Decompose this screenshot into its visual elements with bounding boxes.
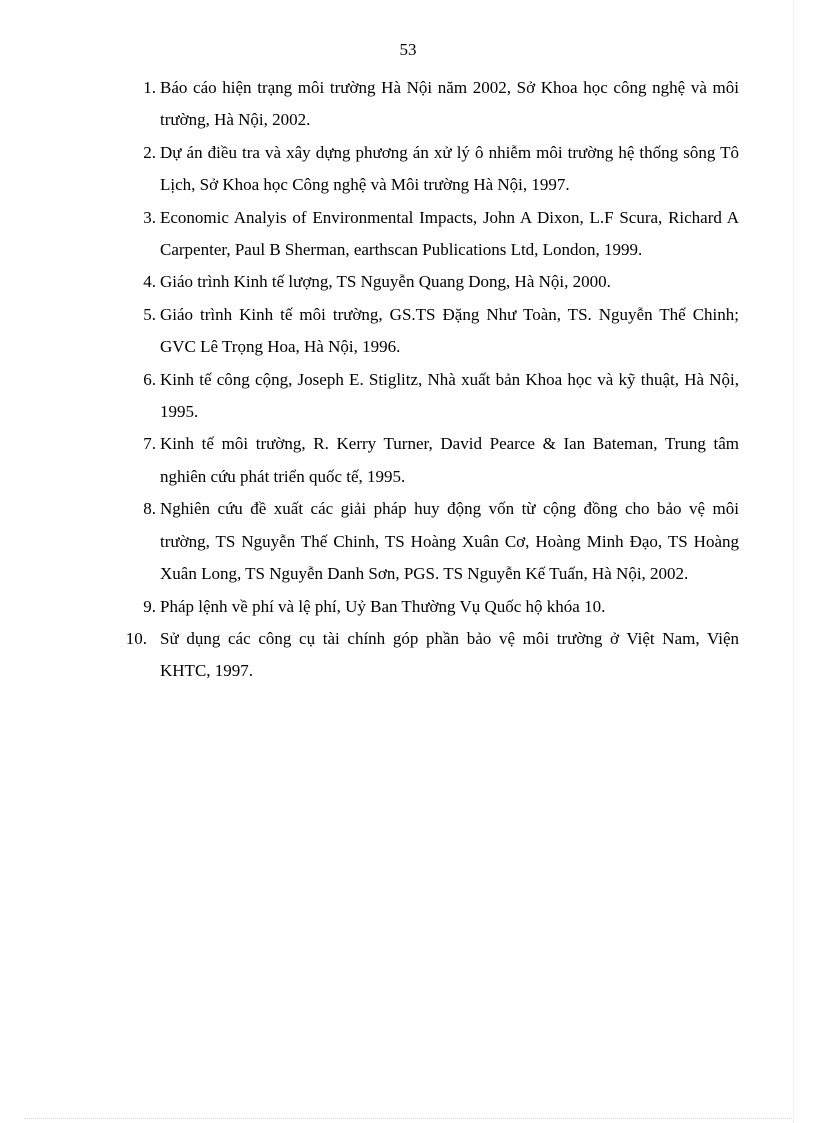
reference-text: Nghiên cứu đề xuất các giải pháp huy động vốn từ cộng đồng cho bảo vệ môi trường, TS Nguyễn Thế Chinh, TS Hoàng Xuân Cơ, Hoàng Minh Đạo, TS Hoàng Xuân Long, TS Nguyễn Danh Sơn, PGS. TS Nguyễn Kế Tuấn, Hà Nội, 2002. — [160, 499, 739, 584]
reference-text: Kinh tế công cộng, Joseph E. Stiglitz, Nhà xuất bản Khoa học và kỹ thuật, Hà Nội, 1995. — [160, 369, 739, 422]
reference-number: 2. — [143, 142, 156, 162]
reference-number: 5. — [143, 304, 156, 324]
reference-text: Giáo trình Kinh tế lượng, TS Nguyễn Quang Dong, Hà Nội, 2000. — [160, 272, 611, 292]
reference-text: Pháp lệnh về phí và lệ phí, Uỷ Ban Thường Vụ Quốc hộ khóa 10. — [160, 596, 606, 616]
reference-text: Economic Analyis of Environmental Impacts, John A Dixon, L.F Scura, Richard A Carpenter, Paul B Sherman, earthscan Publications Ltd, London, 1999. — [160, 207, 739, 260]
reference-number: 6. — [143, 369, 156, 389]
reference-item — [124, 72, 739, 137]
reference-item — [124, 266, 739, 298]
reference-item — [124, 428, 739, 493]
reference-number: 4. — [143, 272, 156, 292]
reference-list — [124, 72, 739, 688]
reference-text: Báo cáo hiện trạng môi trường Hà Nội năm 2002, Sở Khoa học công nghệ và môi trường, Hà Nội, 2002. — [160, 78, 739, 130]
page-edge-rule-right — [793, 0, 794, 1123]
reference-text: Sử dụng các công cụ tài chính góp phần bảo vệ môi trường ở Việt Nam, Viện KHTC, 1997. — [160, 628, 739, 681]
reference-text: Dự án điều tra và xây dựng phương án xử lý ô nhiễm môi trường hệ thống sông Tô Lịch, Sở Khoa học Công nghệ và Môi trường Hà Nội, 1997. — [160, 142, 739, 195]
reference-text: Kinh tế môi trường, R. Kerry Turner, David Pearce & Ian Bateman, Trung tâm nghiên cứu phát triển quốc tế, 1995. — [160, 434, 739, 486]
reference-item — [124, 591, 739, 623]
reference-item — [124, 493, 739, 590]
reference-item — [124, 299, 739, 364]
reference-number: 8. — [143, 499, 156, 519]
reference-item — [124, 137, 739, 202]
reference-number: 3. — [143, 207, 156, 227]
reference-text: Giáo trình Kinh tế môi trường, GS.TS Đặng Như Toàn, TS. Nguyễn Thế Chinh; GVC Lê Trọng Hoa, Hà Nội, 1996. — [160, 304, 739, 357]
reference-item — [124, 202, 739, 267]
reference-number: 9. — [143, 596, 156, 616]
page-edge-rule-bottom — [24, 1118, 792, 1119]
page-number: 53 — [399, 40, 417, 59]
reference-number: 7. — [143, 434, 156, 454]
reference-item — [124, 364, 739, 429]
reference-item — [124, 623, 739, 688]
reference-number: 10. — [125, 628, 147, 648]
reference-number: 1. — [143, 78, 156, 97]
